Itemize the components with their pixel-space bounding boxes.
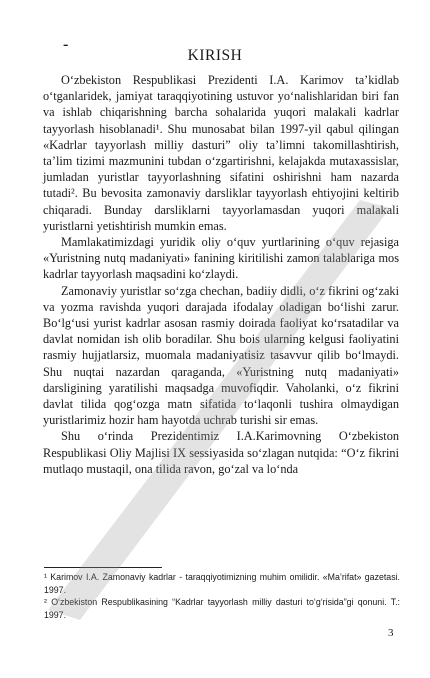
footnote-rule (44, 567, 162, 568)
paragraph-1: O‘zbekiston Respublikasi Prezidenti I.A. Karimov ta’kidlab o‘tganlaridek, jamiyat taraqqiyotining ustuvor yo‘nalishlaridan biri fan va ishlab chiqarishning barcha sohalarida yuqori malakali kadrlar tayyorlash hisoblanadi¹. Shu munosabat bilan 1997-yil qabul qilingan «Kadrlar tayyorlash milliy dasturi” oliy ta’limni takomillashtirish, ta’lim tizimi mazmunini tubdan o‘zgartirishni, kelajakda mutaxassislar, jumladan yuristlar tayyorlashning sifatini oshirishni ham nazarda tutadi². Bu bevosita zamonaviy darsliklar tayyorlash ehtiyojini keltirib chiqaradi. Bunday darsliklarni tayyorlamasdan yuqori malakali yuristlarni yetishtirish mumkin emas. (43, 73, 399, 233)
paragraph-4: Shu o‘rinda Prezidentimiz I.A.Karimovning O‘zbekiston Respublikasi Oliy Majlisi IX sessiyasida so‘zlagan nutqida: “O‘z fikrini mutlaqo mustaqil, ona tilida ravon, go‘zal va lo‘nda (43, 429, 399, 476)
chapter-title: KIRISH (187, 47, 243, 64)
page-number: 3 (388, 627, 394, 639)
body-text (43, 72, 399, 477)
footnote-2: ² O‘zbekiston Respublikasining “Kadrlar tayyorlash milliy dasturi to‘g‘risida”gi qonuni. T.: 1997. (44, 597, 400, 620)
paragraph-3: Zamonaviy yuristlar so‘zga chechan, badiiy didli, o‘z fikrini og‘zaki va yozma ravishda yuqori darajada ifodalay oladigan bo‘lishi zarur. Bo‘lg‘usi yurist kadrlar asosan rasmiy doirada faoliyat ko‘rsatadilar va davlat nomidan ish olib boradilar. Shu bois ularning kelgusi faoliyatini rasmiy hujjatlarsiz, muomala madaniyatisiz tasavvur qilib bo‘lmaydi. Shu nuqtai nazardan qaraganda, «Yuristning nutq madaniyati» darsligining yaratilishi maqsadga muvofiqdir. Vaholanki, o‘z fikrini davlat tilida qog‘ozga matn sifatida to‘laqonli tushira olmaydigan yuristlarimiz hozir ham hayotda uchrab turishi sir emas. (43, 283, 399, 428)
header-mark: - (63, 36, 69, 53)
footnotes (44, 571, 400, 621)
footnote-1: ¹ Karimov I.A. Zamonaviy kadrlar - taraqqiyotimizning muhim omilidir. «Ma’rifat» gazetasi. 1997. (44, 572, 400, 595)
paragraph-2: Mamlakatimizdagi yuridik oliy o‘quv yurtlarining o‘quv rejasiga «Yuristning nutq madaniyati» fanining kiritilishi zamon talablariga mos kadrlar tayyorlash maqsadini ko‘zlaydi. (43, 235, 399, 282)
